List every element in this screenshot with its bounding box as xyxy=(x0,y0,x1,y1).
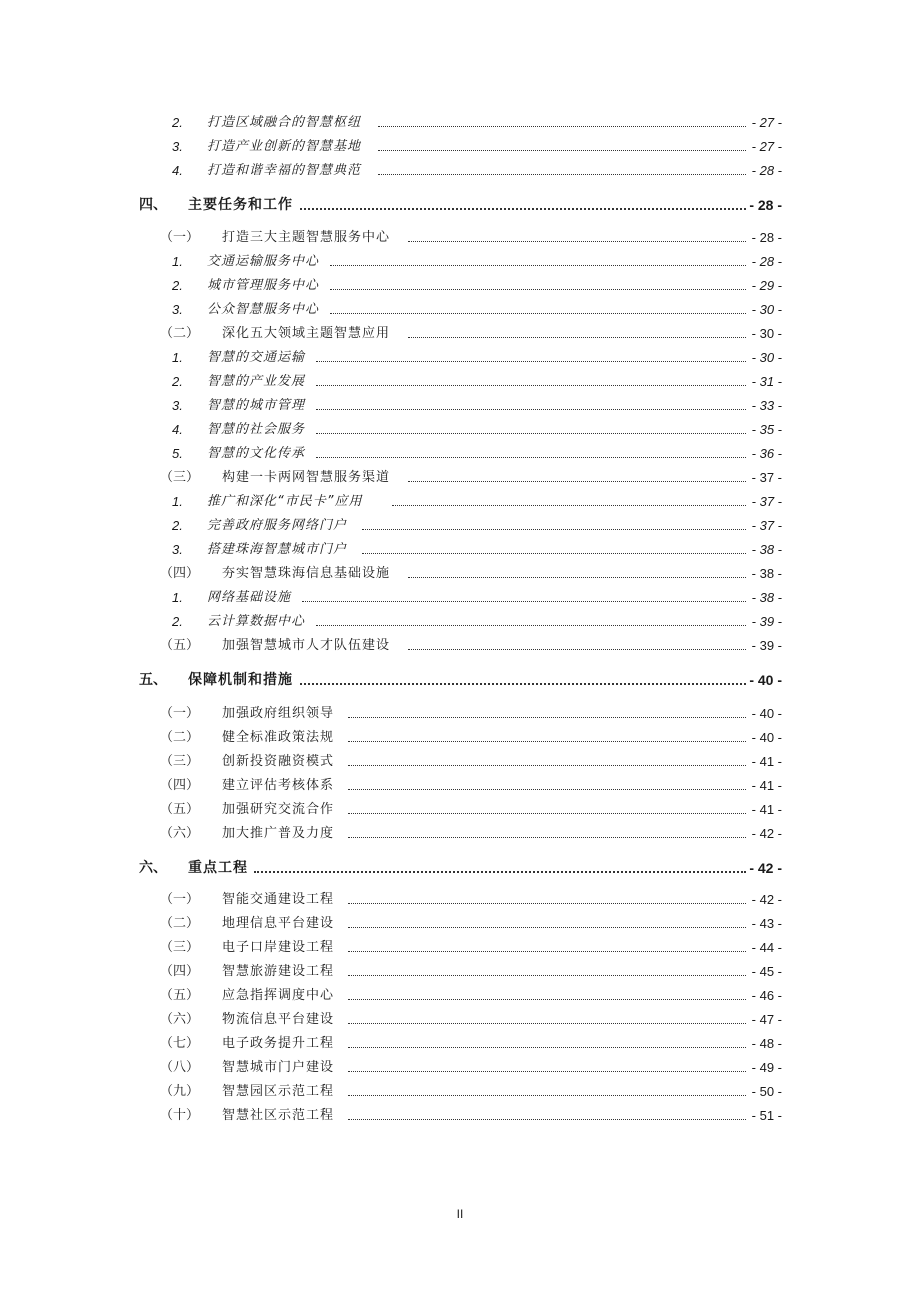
toc-dot-leader xyxy=(362,529,746,530)
toc-entry-number: 2. xyxy=(172,614,183,629)
toc-entry-title: 完善政府服务网络门户 xyxy=(207,518,348,533)
toc-entry-number: 1. xyxy=(172,590,183,605)
toc-entry-title: 电子政务提升工程 xyxy=(222,1036,335,1051)
toc-entry[interactable] xyxy=(0,670,920,690)
toc-entry-number: 1. xyxy=(172,494,183,509)
toc-dot-leader xyxy=(408,649,746,650)
toc-dot-leader xyxy=(316,409,746,410)
toc-entry-number: （九） xyxy=(160,1084,200,1099)
toc-entry[interactable] xyxy=(0,588,920,608)
toc-entry-title: 搭建珠海智慧城市门户 xyxy=(207,542,348,557)
toc-entry-title: 夯实智慧珠海信息基础设施 xyxy=(222,566,391,581)
toc-dot-leader xyxy=(362,553,746,554)
toc-entry-page: - 39 - xyxy=(751,638,782,653)
toc-entry-page: - 47 - xyxy=(751,1012,782,1027)
toc-entry-title: 应急指挥调度中心 xyxy=(222,988,335,1003)
toc-entry[interactable] xyxy=(0,492,920,512)
toc-entry-title: 智慧的交通运输 xyxy=(207,350,306,365)
toc-dot-leader xyxy=(348,765,746,766)
toc-entry-page: - 27 - xyxy=(751,139,782,154)
toc-entry-page: - 37 - xyxy=(751,518,782,533)
toc-entry-title: 地理信息平台建设 xyxy=(222,916,335,931)
toc-entry-page: - 50 - xyxy=(751,1084,782,1099)
toc-entry-page: - 51 - xyxy=(751,1108,782,1123)
toc-entry[interactable] xyxy=(0,161,920,181)
toc-entry[interactable] xyxy=(0,962,920,982)
toc-entry-number: 3. xyxy=(172,139,183,154)
toc-dot-leader xyxy=(316,433,746,434)
toc-entry-page: - 37 - xyxy=(751,494,782,509)
toc-dot-leader xyxy=(254,871,746,873)
toc-entry-page: - 33 - xyxy=(751,398,782,413)
toc-entry-page: - 41 - xyxy=(751,778,782,793)
toc-entry[interactable] xyxy=(0,1058,920,1078)
toc-entry-number: 3. xyxy=(172,542,183,557)
toc-dot-leader xyxy=(348,813,746,814)
toc-entry[interactable] xyxy=(0,228,920,248)
toc-entry[interactable] xyxy=(0,1034,920,1054)
toc-entry[interactable] xyxy=(0,396,920,416)
toc-entry-title: 保障机制和措施 xyxy=(188,672,293,688)
toc-entry-page: - 44 - xyxy=(751,940,782,955)
toc-entry[interactable] xyxy=(0,444,920,464)
toc-entry[interactable] xyxy=(0,1010,920,1030)
toc-dot-leader xyxy=(348,1071,746,1072)
toc-entry-title: 智慧城市门户建设 xyxy=(222,1060,335,1075)
toc-entry-number: （六） xyxy=(160,826,200,841)
toc-entry-title: 推广和深化“市民卡”应用 xyxy=(207,494,363,509)
toc-dot-leader xyxy=(302,601,746,602)
toc-dot-leader xyxy=(348,927,746,928)
toc-entry-page: - 35 - xyxy=(751,422,782,437)
toc-entry[interactable] xyxy=(0,300,920,320)
toc-dot-leader xyxy=(408,577,746,578)
toc-entry-number: （二） xyxy=(160,916,200,931)
toc-entry-number: 3. xyxy=(172,398,183,413)
toc-entry-title: 创新投资融资模式 xyxy=(222,754,335,769)
toc-entry-title: 智慧园区示范工程 xyxy=(222,1084,335,1099)
toc-entry-number: （二） xyxy=(160,326,200,341)
toc-entry-title: 智慧的文化传承 xyxy=(207,446,306,461)
toc-entry-number: （四） xyxy=(160,778,200,793)
toc-entry-title: 加强智慧城市人才队伍建设 xyxy=(222,638,391,653)
toc-entry[interactable] xyxy=(0,728,920,748)
toc-entry[interactable] xyxy=(0,324,920,344)
toc-entry[interactable] xyxy=(0,348,920,368)
toc-entry-number: 四、 xyxy=(139,197,167,213)
toc-entry-number: 5. xyxy=(172,446,183,461)
toc-dot-leader xyxy=(316,385,746,386)
toc-entry-number: 六、 xyxy=(139,860,167,876)
toc-entry-number: （一） xyxy=(160,892,200,907)
toc-entry-number: （五） xyxy=(160,638,200,653)
toc-entry-page: - 41 - xyxy=(751,802,782,817)
toc-entry-number: （八） xyxy=(160,1060,200,1075)
toc-entry-title: 城市管理服务中心 xyxy=(207,278,320,293)
toc-dot-leader xyxy=(392,505,746,506)
toc-dot-leader xyxy=(348,975,746,976)
toc-entry-title: 加强研究交流合作 xyxy=(222,802,335,817)
toc-dot-leader xyxy=(408,481,746,482)
toc-entry-page: - 40 - xyxy=(751,706,782,721)
toc-entry[interactable] xyxy=(0,636,920,656)
toc-entry-number: 2. xyxy=(172,518,183,533)
toc-entry[interactable] xyxy=(0,914,920,934)
toc-entry-title: 健全标准政策法规 xyxy=(222,730,335,745)
toc-entry-title: 构建一卡两网智慧服务渠道 xyxy=(222,470,391,485)
toc-dot-leader xyxy=(316,457,746,458)
toc-dot-leader xyxy=(316,625,746,626)
toc-entry-number: 五、 xyxy=(139,672,167,688)
toc-entry-number: （六） xyxy=(160,1012,200,1027)
toc-dot-leader xyxy=(378,150,746,151)
toc-dot-leader xyxy=(300,208,746,210)
toc-entry[interactable] xyxy=(0,938,920,958)
toc-entry-number: 1. xyxy=(172,254,183,269)
toc-dot-leader xyxy=(408,241,746,242)
toc-entry-title: 公众智慧服务中心 xyxy=(207,302,320,317)
toc-entry-title: 深化五大领域主题智慧应用 xyxy=(222,326,391,341)
toc-entry-title: 交通运输服务中心 xyxy=(207,254,320,269)
toc-entry-number: （五） xyxy=(160,988,200,1003)
toc-entry-page: - 42 - xyxy=(751,826,782,841)
toc-entry-page: - 42 - xyxy=(751,892,782,907)
toc-entry-title: 主要任务和工作 xyxy=(188,197,293,213)
toc-entry-page: - 30 - xyxy=(751,302,782,317)
toc-entry[interactable] xyxy=(0,752,920,772)
toc-dot-leader xyxy=(300,683,746,685)
toc-entry-page: - 40 - xyxy=(751,730,782,745)
toc-entry-number: （三） xyxy=(160,754,200,769)
toc-entry[interactable] xyxy=(0,986,920,1006)
toc-entry-number: 3. xyxy=(172,302,183,317)
toc-entry-page: - 40 - xyxy=(749,672,782,688)
toc-entry-page: - 27 - xyxy=(751,115,782,130)
toc-entry-page: - 45 - xyxy=(751,964,782,979)
toc-dot-leader xyxy=(316,361,746,362)
toc-entry-number: （七） xyxy=(160,1036,200,1051)
page-number: II xyxy=(456,1207,464,1221)
toc-entry-title: 智慧的社会服务 xyxy=(207,422,306,437)
toc-dot-leader xyxy=(348,1047,746,1048)
toc-entry[interactable] xyxy=(0,1106,920,1126)
toc-entry-page: - 37 - xyxy=(751,470,782,485)
toc-entry[interactable] xyxy=(0,468,920,488)
toc-dot-leader xyxy=(378,126,746,127)
toc-entry[interactable] xyxy=(0,704,920,724)
toc-entry-number: （一） xyxy=(160,706,200,721)
toc-entry-page: - 30 - xyxy=(751,350,782,365)
toc-entry[interactable] xyxy=(0,800,920,820)
toc-entry-number: （三） xyxy=(160,940,200,955)
toc-dot-leader xyxy=(330,313,746,314)
toc-entry-page: - 36 - xyxy=(751,446,782,461)
toc-entry-title: 加大推广普及力度 xyxy=(222,826,335,841)
toc-dot-leader xyxy=(378,174,746,175)
toc-entry-title: 云计算数据中心 xyxy=(207,614,306,629)
toc-entry-title: 智能交通建设工程 xyxy=(222,892,335,907)
toc-entry-number: 2. xyxy=(172,374,183,389)
toc-entry-title: 重点工程 xyxy=(188,860,248,876)
toc-entry-page: - 41 - xyxy=(751,754,782,769)
toc-entry[interactable] xyxy=(0,858,920,878)
toc-entry-page: - 39 - xyxy=(751,614,782,629)
toc-dot-leader xyxy=(348,789,746,790)
toc-entry[interactable] xyxy=(0,776,920,796)
toc-dot-leader xyxy=(330,265,746,266)
toc-entry[interactable] xyxy=(0,252,920,272)
toc-entry-number: （三） xyxy=(160,470,200,485)
toc-entry-number: 4. xyxy=(172,163,183,178)
toc-entry[interactable] xyxy=(0,540,920,560)
toc-entry-page: - 28 - xyxy=(751,230,782,245)
toc-entry[interactable] xyxy=(0,612,920,632)
toc-entry[interactable] xyxy=(0,372,920,392)
toc-entry-number: （一） xyxy=(160,230,200,245)
toc-entry-number: （二） xyxy=(160,730,200,745)
toc-entry-page: - 28 - xyxy=(751,163,782,178)
toc-entry-title: 打造产业创新的智慧基地 xyxy=(207,139,362,154)
toc-entry-title: 智慧的产业发展 xyxy=(207,374,306,389)
toc-entry[interactable] xyxy=(0,137,920,157)
toc-entry-page: - 31 - xyxy=(751,374,782,389)
toc-entry-page: - 38 - xyxy=(751,566,782,581)
toc-entry-page: - 38 - xyxy=(751,590,782,605)
toc-entry-number: 2. xyxy=(172,278,183,293)
toc-dot-leader xyxy=(348,1095,746,1096)
toc-entry[interactable] xyxy=(0,113,920,133)
toc-entry[interactable] xyxy=(0,276,920,296)
toc-entry-page: - 43 - xyxy=(751,916,782,931)
toc-entry[interactable] xyxy=(0,1082,920,1102)
toc-entry-number: （五） xyxy=(160,802,200,817)
toc-dot-leader xyxy=(330,289,746,290)
toc-entry-page: - 28 - xyxy=(751,254,782,269)
toc-entry-page: - 49 - xyxy=(751,1060,782,1075)
toc-entry-number: 1. xyxy=(172,350,183,365)
toc-entry-title: 打造三大主题智慧服务中心 xyxy=(222,230,391,245)
toc-entry-number: （十） xyxy=(160,1108,200,1123)
toc-entry-page: - 30 - xyxy=(751,326,782,341)
toc-entry-number: 4. xyxy=(172,422,183,437)
toc-entry-number: 2. xyxy=(172,115,183,130)
toc-dot-leader xyxy=(348,717,746,718)
toc-entry-title: 智慧的城市管理 xyxy=(207,398,306,413)
toc-dot-leader xyxy=(348,999,746,1000)
toc-entry-title: 物流信息平台建设 xyxy=(222,1012,335,1027)
toc-entry-title: 智慧旅游建设工程 xyxy=(222,964,335,979)
toc-dot-leader xyxy=(348,1023,746,1024)
toc-dot-leader xyxy=(348,741,746,742)
toc-entry-page: - 48 - xyxy=(751,1036,782,1051)
toc-entry-page: - 46 - xyxy=(751,988,782,1003)
toc-entry-page: - 28 - xyxy=(749,197,782,213)
toc-entry-number: （四） xyxy=(160,566,200,581)
toc-entry[interactable] xyxy=(0,890,920,910)
toc-entry-page: - 42 - xyxy=(749,860,782,876)
toc-entry-page: - 38 - xyxy=(751,542,782,557)
toc-entry[interactable] xyxy=(0,195,920,215)
toc-entry[interactable] xyxy=(0,824,920,844)
toc-dot-leader xyxy=(348,837,746,838)
toc-entry-page: - 29 - xyxy=(751,278,782,293)
toc-entry-title: 网络基础设施 xyxy=(207,590,292,605)
toc-entry-title: 智慧社区示范工程 xyxy=(222,1108,335,1123)
toc-entry-number: （四） xyxy=(160,964,200,979)
toc-entry-title: 电子口岸建设工程 xyxy=(222,940,335,955)
toc-entry-title: 建立评估考核体系 xyxy=(222,778,335,793)
toc-entry[interactable] xyxy=(0,420,920,440)
toc-entry-title: 打造区域融合的智慧枢纽 xyxy=(207,115,362,130)
toc-entry[interactable] xyxy=(0,516,920,536)
toc-entry-title: 加强政府组织领导 xyxy=(222,706,335,721)
toc-dot-leader xyxy=(348,951,746,952)
toc-dot-leader xyxy=(348,903,746,904)
toc-entry[interactable] xyxy=(0,564,920,584)
toc-dot-leader xyxy=(408,337,746,338)
toc-dot-leader xyxy=(348,1119,746,1120)
toc-entry-title: 打造和谐幸福的智慧典范 xyxy=(207,163,362,178)
